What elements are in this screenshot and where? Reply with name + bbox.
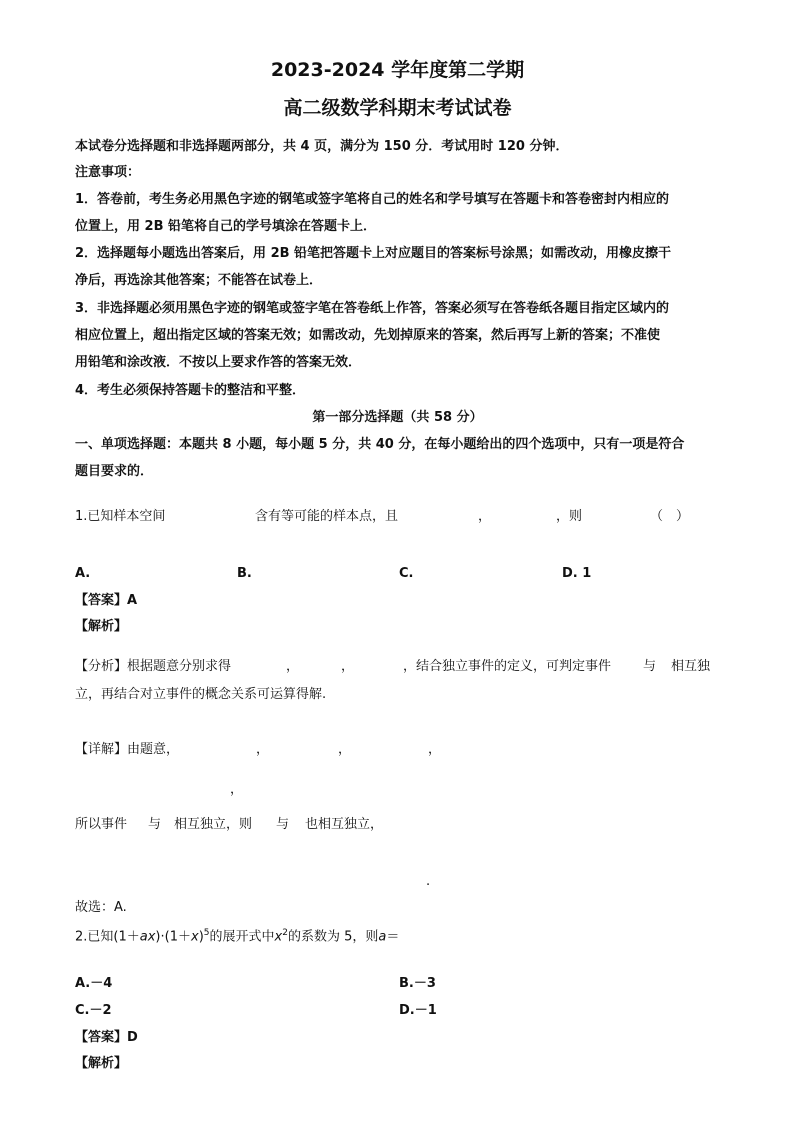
q2-stem-x: x (190, 929, 199, 945)
q2-stem-exponent-5: 5 (203, 928, 210, 938)
q1-option-d: D. 1 (562, 566, 592, 581)
q2-stem-part-6: ＝ (386, 929, 400, 945)
q2-answer: 【答案】D (75, 1030, 138, 1045)
q1-fenxi-line-2: 立，再结合对立事件的概念关系可运算得解. (75, 687, 327, 702)
q1-fenxi-part-1: 【分析】根据题意分别求得 (75, 659, 232, 674)
q2-stem-ax: ax (139, 929, 156, 945)
q1-option-c: C. (399, 566, 414, 581)
note-4: 4．考生必须保持答题卡的整洁和平整． (75, 383, 306, 398)
q1-suoyi-yu-2: 与 (276, 817, 290, 832)
q1-suoyi-part-2: 相互独立，则 (174, 817, 253, 832)
q1-equation-period: . (426, 874, 431, 889)
q1-answer: 【答案】A (75, 593, 138, 608)
q2-stem-part-5: 的系数为 5，则 (287, 929, 379, 945)
q2-stem-exponent-2: 2 (282, 928, 288, 938)
intro-text: 本试卷分选择题和非选择题两部分，共 4 页，满分为 150 分．考试用时 120 分钟． (75, 139, 569, 154)
note-2-line-2: 净后，再选涂其他答案；不能答在试卷上． (75, 273, 323, 288)
note-3-line-2: 相应位置上，超出指定区域的答案无效；如需改动，先划掉原来的答案，然后再写上新的答案；不准使 (75, 328, 661, 343)
q2-option-b: B.－3 (399, 976, 436, 991)
q1-stem-part-4: ，则 (556, 509, 583, 524)
q1-suoyi-yu-1: 与 (148, 817, 162, 832)
q2-option-a: A.－4 (75, 976, 113, 991)
q1-suoyi-part-3: 也相互独立， (305, 817, 384, 832)
q1-answer-parentheses: （ ） (650, 509, 690, 524)
q1-xiangjie-comma-2: ， (338, 742, 352, 757)
section-instructions-line-1: 一、单项选择题：本题共 8 小题，每小题 5 分，共 40 分，在每小题给出的四个选项中，只有一项是符合 (75, 437, 685, 452)
q1-fenxi-part-3: 相互独 (671, 659, 711, 674)
q2-stem-var-a: a (378, 929, 387, 945)
q1-xiangjie-comma-1: ， (256, 742, 270, 757)
q2-option-d: D.－1 (399, 1003, 437, 1018)
q1-option-b: B. (237, 566, 252, 581)
q1-stem-part-2: 含有等可能的样本点，且 (255, 509, 399, 524)
q1-analysis-label: 【解析】 (75, 619, 128, 634)
notes-heading: 注意事项： (75, 165, 141, 180)
q1-fenxi-comma-2: ， (341, 659, 355, 674)
q2-stem-part-3: ) (198, 929, 204, 945)
note-2-line-1: 2．选择题每小题选出答案后，用 2B 铅笔把答题卡上对应题目的答案标号涂黑；如需改动，用橡皮擦干 (75, 246, 672, 261)
q1-xiangjie-comma-4: ， (230, 782, 244, 797)
q2-analysis-label: 【解析】 (75, 1056, 128, 1071)
q2-stem-x2: x (274, 929, 283, 945)
q1-fenxi-comma-1: ， (286, 659, 300, 674)
q1-stem-part-1: 1.已知样本空间 (75, 509, 166, 524)
q1-xiangjie-comma-3: ， (428, 742, 442, 757)
q1-suoyi-part-1: 所以事件 (75, 817, 128, 832)
note-3-line-1: 3．非选择题必须用黑色字迹的钢笔或签字笔在答卷纸上作答，答案必须写在答卷纸各题目指定区域内的 (75, 301, 670, 316)
exam-title-subject: 高二级数学科期末考试试卷 (283, 97, 512, 119)
q1-xiangjie-part-1: 【详解】由题意， (75, 742, 180, 757)
q1-stem-part-3: ， (478, 509, 492, 524)
part-one-heading: 第一部分选择题（共 58 分） (312, 410, 483, 425)
note-3-line-3: 用铅笔和涂改液．不按以上要求作答的答案无效． (75, 355, 362, 370)
note-1-line-1: 1．答卷前，考生务必用黑色字迹的钢笔或签字笔将自己的姓名和学号填写在答题卡和答卷密封内相应的 (75, 192, 670, 207)
q1-option-a: A. (75, 566, 91, 581)
section-instructions-line-2: 题目要求的． (75, 464, 154, 479)
q2-stem (75, 925, 399, 945)
q2-stem-part-1: 2.已知(1＋ (75, 929, 140, 945)
q2-option-c: C.－2 (75, 1003, 112, 1018)
q1-fenxi-part-2: ，结合独立事件的定义，可判定事件 (403, 659, 612, 674)
q2-stem-part-4: 的展开式中 (209, 929, 275, 945)
q1-choice-conclusion: 故选：A. (75, 900, 127, 915)
q2-stem-part-2: )·(1＋ (155, 929, 191, 945)
exam-title-term: 2023-2024 学年度第二学期 (270, 59, 525, 81)
note-1-line-2: 位置上，用 2B 铅笔将自己的学号填涂在答题卡上． (75, 219, 377, 234)
q1-fenxi-yu: 与 (643, 659, 657, 674)
